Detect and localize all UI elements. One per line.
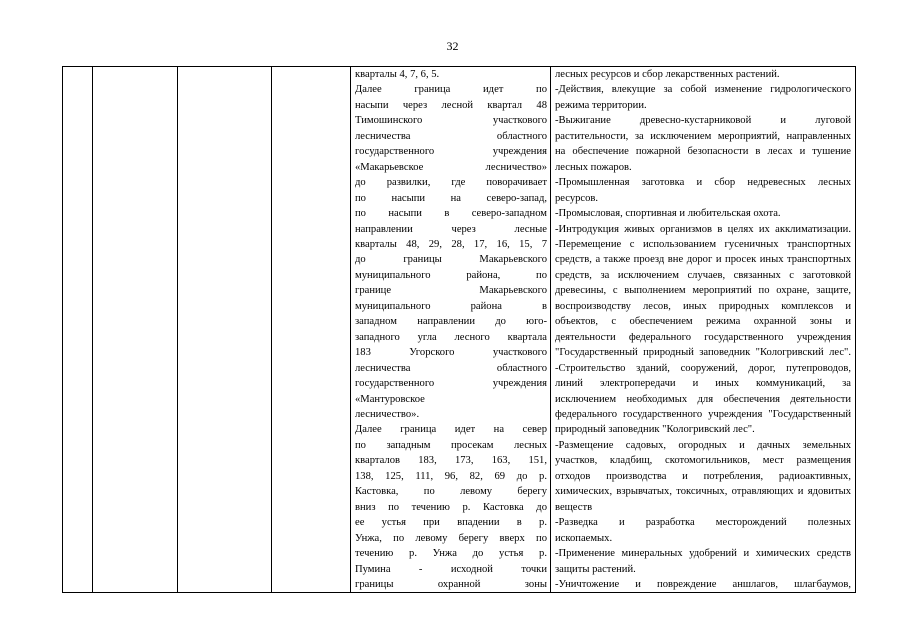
boundary-line: «Макарьевское лесничество»	[355, 161, 547, 173]
boundary-line: 183 Угорского участкового	[355, 347, 547, 359]
boundary-line: до границы Макарьевского	[355, 254, 547, 266]
boundary-line: 138, 125, 111, 96, 82, 69 до р.	[355, 470, 547, 482]
regime-line: -Применение минеральных удобрений и химических средств	[555, 548, 851, 560]
regime-line: отходов производства и потребления, радиоактивных,	[555, 470, 851, 482]
regime-line: древесины, с выполнением мероприятий по охране, защите,	[555, 285, 851, 297]
regime-line: -Разведка и разработка месторождений полезных	[555, 517, 851, 529]
regime-cell	[551, 67, 856, 593]
regime-line: режима территории.	[555, 99, 647, 111]
boundary-line: кварталы 4, 7, 6, 5.	[355, 69, 440, 80]
boundary-line: ее устья при впадении в р.	[355, 517, 547, 529]
boundary-description-text	[355, 67, 547, 592]
regime-line: воспроизводству лесов, иных природных комплексов и	[555, 300, 851, 312]
regime-line: -Размещение садовых, огородных и дачных земельных	[555, 439, 851, 451]
boundary-line: Кастовка, по левому берегу	[355, 486, 547, 498]
boundary-line: вниз по течению р. Кастовка до	[355, 501, 547, 513]
boundary-line: западном направлении до юго-	[355, 316, 547, 328]
location-cell	[272, 67, 351, 593]
page-number: 32	[446, 39, 459, 53]
regime-line: средств, а также проезд вне дорог и просек иных транспортных	[555, 254, 851, 266]
regime-line: средств, за исключением случаев, связанных с заготовкой	[555, 269, 851, 281]
regime-line: на обеспечение пожарной безопасности в лесах и тушение	[555, 146, 851, 158]
boundary-line: лесничества областного	[355, 362, 547, 374]
boundary-line: по западным просекам лесных	[355, 439, 547, 451]
protection-zone-table	[62, 66, 856, 593]
number-cell	[63, 67, 93, 593]
boundary-line: муниципального района в	[355, 300, 547, 312]
regime-line: ископаемых.	[555, 532, 613, 544]
regime-line: объектов, с обеспечением режима охранной зоны и	[555, 316, 851, 328]
regime-line: -Перемещение с использованием гусеничных транспортных	[555, 238, 851, 250]
regime-line: -Выжигание древесно-кустарниковой и луговой	[555, 115, 851, 127]
boundary-line: муниципального района, по	[355, 269, 547, 281]
boundary-line: Пумина - исходной точки	[355, 563, 547, 575]
zone-name-cell	[93, 67, 178, 593]
boundary-line: до развилки, где поворачивает	[355, 177, 547, 189]
regime-line: -Промышленная заготовка и сбор недревесных лесных	[555, 177, 851, 189]
area-cell	[178, 67, 272, 593]
regime-line: федерального государственного учреждения "Государственный	[555, 408, 851, 420]
regime-line: -Действия, влекущие за собой изменение гидрологического	[555, 84, 851, 96]
regime-line: ресурсов.	[555, 192, 599, 204]
boundary-line: кварталов 183, 173, 163, 151,	[355, 455, 547, 467]
boundary-line: по насыпи на северо-запад,	[355, 192, 547, 204]
regime-line: защиты растений.	[555, 563, 636, 575]
boundary-line: государственного учреждения	[355, 378, 547, 390]
regime-line: -Промысловая, спортивная и любительская охота.	[555, 208, 781, 220]
regime-line: веществ	[555, 501, 593, 513]
boundary-line: Далее граница идет на север	[355, 424, 547, 436]
boundary-line: Унжа, по левому берегу вверх по	[355, 532, 547, 544]
boundary-line: границе Макарьевского	[355, 285, 547, 297]
boundary-line: лесничества областного	[355, 130, 547, 142]
regime-line: участков, кладбищ, скотомогильников, мест размещения	[555, 455, 851, 467]
regime-line: -Строительство зданий, сооружений, дорог, путепроводов,	[555, 362, 851, 374]
boundary-line: границы охранной зоны	[355, 578, 547, 590]
table-row	[63, 67, 856, 593]
boundary-line: по насыпи в северо-западном	[355, 208, 547, 220]
regime-line: лесных ресурсов и сбор лекарственных растений.	[555, 69, 780, 80]
regime-line: деятельности федерального государственного учреждения	[555, 331, 851, 343]
regime-line: -Уничтожение и повреждение аншлагов, шлагбаумов,	[555, 578, 851, 590]
boundary-line: направлении через лесные	[355, 223, 547, 235]
boundary-line: лесничество».	[355, 408, 420, 420]
boundary-line: насыпи через лесной квартал 48	[355, 99, 547, 111]
regime-line: растительности, за исключением мероприятий, направленных	[555, 130, 851, 142]
regime-line: лесных пожаров.	[555, 161, 632, 173]
boundary-line: течению р. Унжа до устья р.	[355, 548, 547, 560]
boundary-line: «Мантуровское	[355, 393, 425, 405]
regime-text	[555, 67, 851, 592]
boundary-line: государственного учреждения	[355, 146, 547, 158]
regime-line: природный заповедник "Кологривский лес".	[555, 424, 755, 436]
regime-line: химических, взрывчатых, токсичных, отравляющих и ядовитых	[555, 486, 851, 498]
boundary-line: Тимошинского участкового	[355, 115, 547, 127]
boundary-description-cell	[351, 67, 551, 593]
boundary-line: Далее граница идет по	[355, 84, 547, 96]
regime-line: "Государственный природный заповедник "Кологривский лес".	[555, 347, 851, 359]
regime-line: линий электропередачи и иных коммуникаций, за	[555, 378, 851, 390]
boundary-line: западного угла лесного квартала	[355, 331, 547, 343]
regime-line: -Интродукция живых организмов в целях их акклиматизации.	[555, 223, 851, 235]
regime-line: исключением необходимых для обеспечения деятельности	[555, 393, 851, 405]
boundary-line: кварталы 48, 29, 28, 17, 16, 15, 7	[355, 238, 547, 250]
